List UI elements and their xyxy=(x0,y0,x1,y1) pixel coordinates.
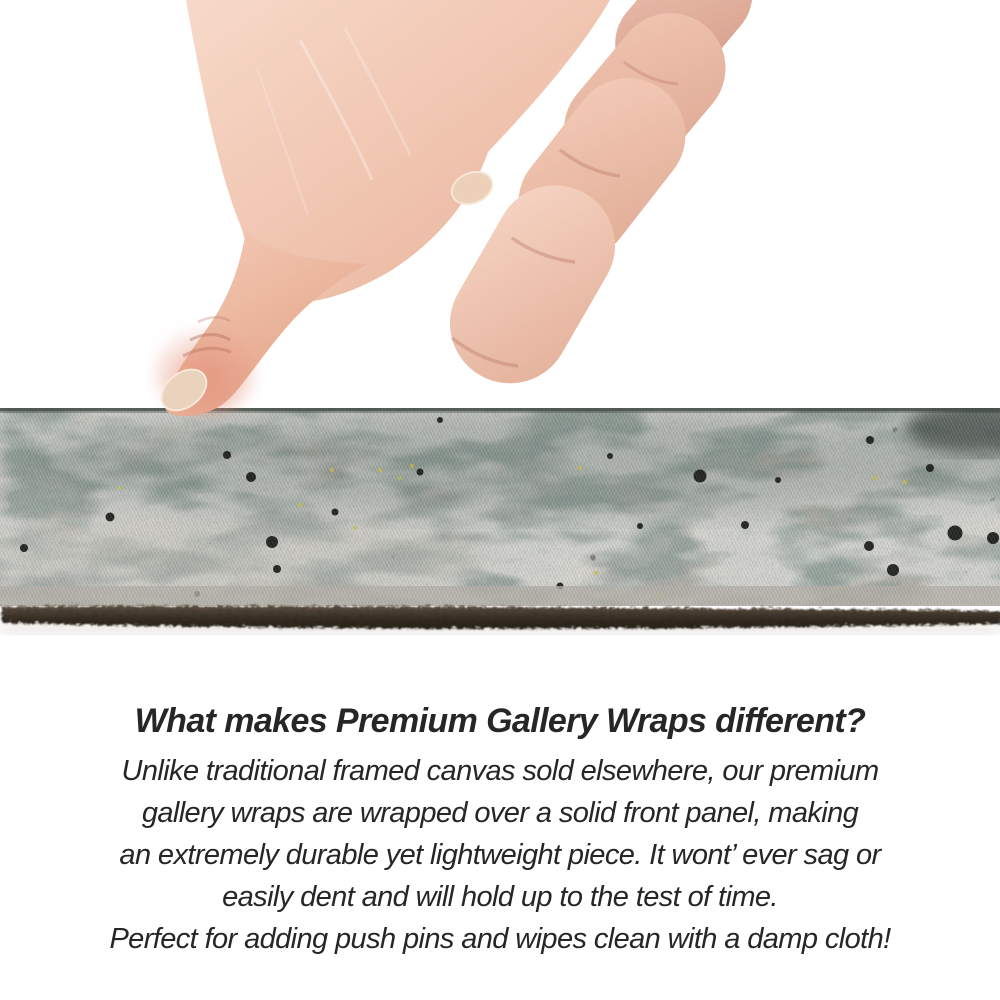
info-line-3: an extremely durable yet lightweight piece. It wont’ ever sag or xyxy=(119,839,881,871)
info-heading: What makes Premium Gallery Wraps different? xyxy=(134,702,866,740)
info-text-block xyxy=(0,698,1000,960)
info-line-1: Unlike traditional framed canvas sold elsewhere, our premium xyxy=(121,755,879,787)
info-line-2: gallery wraps are wrapped over a solid front panel, making xyxy=(141,797,859,829)
hand-image xyxy=(0,0,1000,422)
canvas-strip xyxy=(0,408,1000,644)
canvas-texture xyxy=(0,408,1000,644)
info-line-4: easily dent and will hold up to the test of time. xyxy=(222,881,778,913)
info-line-5: Perfect for adding push pins and wipes clean with a damp cloth! xyxy=(109,923,891,955)
